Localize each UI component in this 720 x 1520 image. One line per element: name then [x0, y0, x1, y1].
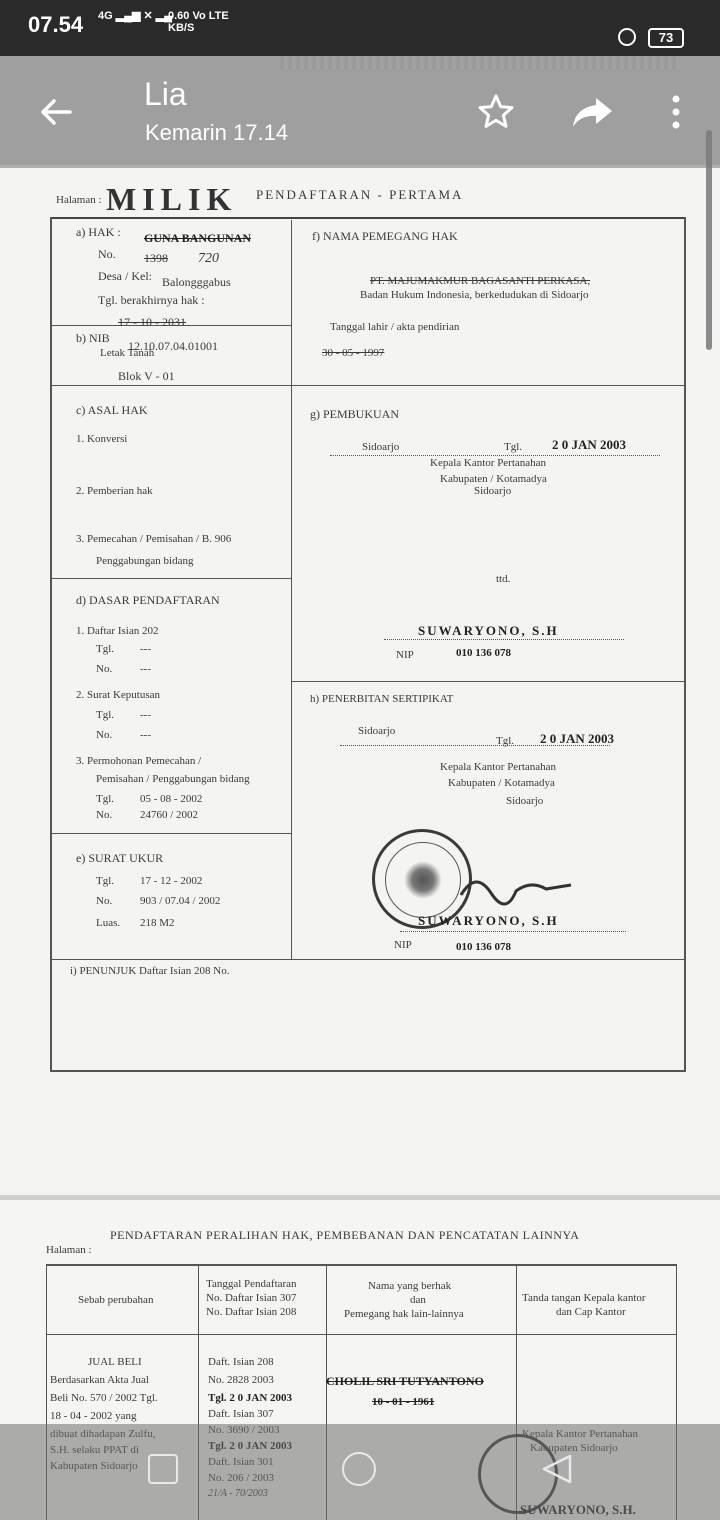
nib-label: b) NIB	[76, 331, 110, 345]
network-speed-unit: KB/S	[168, 22, 195, 34]
r3-date: 10 - 01 - 1961	[372, 1396, 435, 1408]
hak-type: GUNA BANGUNAN	[144, 231, 252, 245]
r2-a: Daft. Isian 208	[208, 1356, 274, 1368]
su-tgl-value: 17 - 12 - 2002	[140, 875, 203, 887]
pembukuan-tgl-label: Tgl.	[504, 441, 523, 453]
no-value-handwritten: 720	[198, 251, 219, 266]
su-no-label: No.	[96, 895, 113, 907]
col-nama-a: Nama yang berhak	[368, 1280, 452, 1292]
su-no-value: 903 / 07.04 / 2002	[140, 895, 221, 907]
asal-hak-label: c) ASAL HAK	[76, 403, 148, 417]
luas-value: 218 M2	[140, 917, 175, 929]
r3-name: CHOLIL SRI TUTYANTONO	[326, 1374, 484, 1388]
asal-konversi: 1. Konversi	[76, 433, 128, 445]
tgl-berakhir-label: Tgl. berakhirnya hak :	[98, 293, 205, 307]
pembukuan-kepala: Kepala Kantor Pertanahan	[430, 457, 547, 469]
penunjuk-label: i) PENUNJUK Daftar Isian 208 No.	[70, 965, 230, 977]
rotation-lock-icon	[618, 28, 636, 46]
navigation-bar	[0, 1424, 720, 1520]
signal-label: 4G	[98, 10, 113, 22]
permohonan-b: Pemisahan / Penggabungan bidang	[96, 773, 250, 785]
status-bar	[0, 0, 720, 56]
pembukuan-label: g) PEMBUKUAN	[310, 407, 400, 421]
pembukuan-kabupaten: Kabupaten / Kotamadya	[440, 473, 547, 485]
battery-level: 73	[658, 30, 674, 45]
d2-tgl-value: ---	[140, 709, 151, 721]
certificate-page-1	[0, 165, 720, 1195]
kepala-nama-1: SUWARYONO, S.H	[418, 623, 559, 638]
back-arrow-icon[interactable]	[36, 92, 76, 132]
battery-icon	[648, 28, 684, 48]
d1-no-label: No.	[96, 663, 113, 675]
col-sebab: Sebab perubahan	[78, 1294, 154, 1306]
su-tgl-label: Tgl.	[96, 875, 115, 887]
r1-d: 18 - 04 - 2002 yang	[50, 1410, 137, 1422]
d3-tgl-label: Tgl.	[96, 793, 115, 805]
signal-icon: 4G ▂▄▆ ✕ ▂▄	[98, 10, 173, 22]
blok-value: Blok V - 01	[118, 369, 175, 383]
penerbitan-label: h) PENERBITAN SERTIPIKAT	[310, 693, 454, 705]
nip-label-2: NIP	[394, 939, 412, 951]
d1-tgl-value: ---	[140, 643, 151, 655]
asal-pemberian: 2. Pemberian hak	[76, 485, 153, 497]
pembukuan-sidoarjo: Sidoarjo	[474, 485, 512, 497]
col-nama-c: Pemegang hak lain-lainnya	[344, 1308, 464, 1320]
nip-label-1: NIP	[396, 649, 414, 661]
d1-tgl-label: Tgl.	[96, 643, 115, 655]
luas-label: Luas.	[96, 917, 121, 929]
more-options-icon[interactable]	[664, 94, 688, 130]
col-tanggal-c: No. Daftar Isian 208	[206, 1306, 297, 1318]
nip-value-2: 010 136 078	[456, 941, 511, 953]
hak-label: a) HAK :	[76, 225, 121, 239]
pembukuan-tgl: 2 0 JAN 2003	[552, 437, 627, 452]
ttd-label: ttd.	[496, 573, 511, 585]
star-icon[interactable]	[476, 92, 516, 132]
desa-value: Balongggabus	[162, 275, 231, 289]
d2-no-label: No.	[96, 729, 113, 741]
r2-c: Tgl. 2 0 JAN 2003	[208, 1392, 293, 1404]
penerbitan-kepala: Kepala Kantor Pertanahan	[440, 761, 557, 773]
col-ttd-a: Tanda tangan Kepala kantor	[522, 1292, 646, 1304]
d2-no-value: ---	[140, 729, 151, 741]
forward-share-icon[interactable]	[570, 92, 614, 132]
pemegang-name: PT. MAJUMAKMUR BAGASANTI PERKASA,	[370, 275, 591, 287]
d3-tgl-value: 05 - 08 - 2002	[140, 793, 203, 805]
penerbitan-tgl: 2 0 JAN 2003	[540, 731, 615, 746]
no-value-struck: 1398	[144, 251, 168, 265]
r1-jual-beli: JUAL BELI	[88, 1356, 142, 1368]
nav-back-icon[interactable]	[540, 1452, 574, 1486]
r2-d: Daft. Isian 307	[208, 1408, 274, 1420]
nama-pemegang-label: f) NAMA PEMEGANG HAK	[312, 229, 458, 243]
penerbitan-kabupaten: Kabupaten / Kotamadya	[448, 777, 555, 789]
nip-value-1: 010 136 078	[456, 647, 511, 659]
d3-no-label: No.	[96, 809, 113, 821]
d2-tgl-label: Tgl.	[96, 709, 115, 721]
halaman-label: Halaman :	[56, 194, 102, 206]
d3-no-value: 24760 / 2002	[140, 809, 199, 821]
surat-keputusan: 2. Surat Keputusan	[76, 689, 161, 701]
desa-label: Desa / Kel:	[98, 269, 152, 283]
message-timestamp: Kemarin 17.14	[145, 120, 289, 145]
tanggal-lahir-value: 30 - 05 - 1997	[322, 347, 385, 359]
penerbitan-tgl-label: Tgl.	[496, 735, 515, 747]
signature-icon	[456, 865, 576, 915]
contact-name: Lia	[144, 76, 187, 112]
pembukuan-place: Sidoarjo	[362, 441, 400, 453]
col-tanggal-a: Tanggal Pendaftaran	[206, 1278, 297, 1290]
permohonan: 3. Permohonan Pemecahan /	[76, 755, 202, 767]
asal-penggabungan: Penggabungan bidang	[96, 555, 194, 567]
peralihan-title: PENDAFTARAN PERALIHAN HAK, PEMBEBANAN DAN PENCATATAN LAINNYA	[110, 1228, 580, 1242]
r2-b: No. 2828 2003	[208, 1374, 274, 1386]
milik-title: MILIK	[106, 181, 238, 217]
r1-b: Berdasarkan Akta Jual	[50, 1374, 149, 1386]
media-viewer-header	[0, 56, 720, 168]
no-label: No.	[98, 247, 116, 261]
nib-value: 12.10.07.04.01001	[128, 339, 218, 353]
network-speed	[168, 10, 229, 34]
d1-no-value: ---	[140, 663, 151, 675]
recent-apps-icon[interactable]	[148, 1454, 178, 1484]
home-icon[interactable]	[342, 1452, 376, 1486]
tgl-berakhir-value: 17 - 10 - 2031	[118, 315, 186, 329]
letak-tanah-label: Letak Tanah	[100, 347, 155, 359]
penerbitan-sidoarjo: Sidoarjo	[506, 795, 544, 807]
daftar-isian-202: 1. Daftar Isian 202	[76, 625, 159, 637]
r1-c: Beli No. 570 / 2002 Tgl.	[50, 1392, 158, 1404]
tanggal-lahir-label: Tanggal lahir / akta pendirian	[330, 321, 460, 333]
surat-ukur-label: e) SURAT UKUR	[76, 851, 164, 865]
pendaftaran-pertama-title: PENDAFTARAN - PERTAMA	[256, 187, 464, 202]
dasar-pendaftaran-label: d) DASAR PENDAFTARAN	[76, 593, 220, 607]
penerbitan-place: Sidoarjo	[358, 725, 396, 737]
network-speed-value: 0.60	[168, 10, 190, 22]
col-tanggal-b: No. Daftar Isian 307	[206, 1292, 297, 1304]
kepala-nama-2: SUWARYONO, S.H	[418, 913, 559, 928]
col-ttd-b: dan Cap Kantor	[556, 1306, 626, 1318]
status-time: 07.54	[28, 12, 84, 37]
halaman-label-2: Halaman :	[46, 1244, 92, 1256]
badan-hukum: Badan Hukum Indonesia, berkedudukan di Sidoarjo	[360, 289, 589, 301]
asal-pemecahan: 3. Pemecahan / Pemisahan / B. 906	[76, 533, 232, 545]
network-type: Vo LTE	[192, 10, 229, 22]
col-nama-b: dan	[410, 1294, 426, 1306]
